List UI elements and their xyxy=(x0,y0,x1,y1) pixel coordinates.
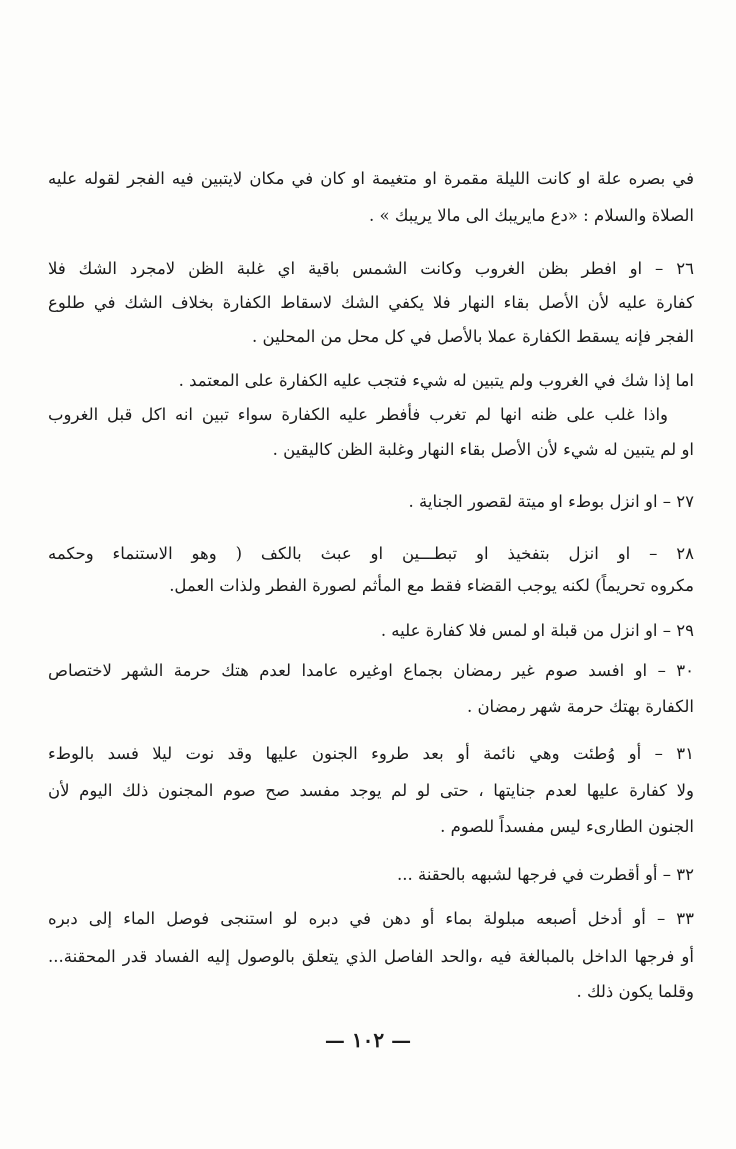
text-line: ٣٠ – او افسد صوم غير رمضان بجماع اوغيره عامدا لعدم هتك حرمة الشهر لاختصاص xyxy=(48,661,694,680)
text-line: اما إذا شك في الغروب ولم يتبين له شيء فتجب عليه الكفارة على المعتمد . xyxy=(178,371,694,390)
text-line: ولا كفارة عليها لعدم جنايتها ، حتى لو لم يوجد مفسد صح صوم المجنون ذلك اليوم لأن xyxy=(48,781,694,800)
text-line: او لم يتبين له شيء لأن الأصل بقاء النهار وغلبة الظن كاليقين . xyxy=(272,440,694,459)
text-line: ٢٩ – او انزل من قبلة او لمس فلا كفارة عليه . xyxy=(380,621,694,640)
text-line: في بصره علة او كانت الليلة مقمرة او متغيمة او كان في مكان لايتبين فيه الفجر لقوله عليه xyxy=(48,169,694,188)
text-line: ٢٦ – او افطر بظن الغروب وكانت الشمس باقية اي غلبة الظن لامجرد الشك فلا xyxy=(48,259,694,278)
text-line: الكفارة بهتك حرمة شهر رمضان . xyxy=(466,697,694,716)
text-line: كفارة عليه لأن الأصل بقاء النهار فلا يكفي الشك لاسقاط الكفارة بخلاف الشك في طلوع xyxy=(48,293,694,312)
text-line: وقلما يكون ذلك . xyxy=(576,982,694,1001)
text-line: واذا غلب على ظنه انها لم تغرب فأفطر عليه الكفارة سواء تبين انه اكل قبل الغروب xyxy=(48,405,668,424)
text-line: ٣٣ – أو أدخل أصبعه مبلولة بماء أو دهن في دبره لو استنجى فوصل الماء إلى دبره xyxy=(48,909,694,928)
text-line: أو فرجها الداخل بالمبالغة فيه ،والحد الفاصل الذي يتعلق بالوصول إليه الفساد قدر المحقنة... xyxy=(48,947,694,966)
page-number: — ١٠٢ — xyxy=(324,1028,412,1052)
text-line: ٢٧ – او انزل بوطء او ميتة لقصور الجناية . xyxy=(408,492,694,511)
text-line: الصلاة والسلام : «دع مايريبك الى مالا يريبك » . xyxy=(368,206,694,225)
text-line: الفجر فإنه يسقط الكفارة عملا بالأصل في كل محل من المحلين . xyxy=(252,327,694,346)
text-line: ٢٨ – او انزل بتفخيذ او تبطـــين او عبث بالكف ( وهو الاستنماء وحكمه xyxy=(48,544,694,563)
text-line: الجنون الطارىء ليس مفسداً للصوم . xyxy=(440,817,694,836)
text-line: مكروه تحريماً) لكنه يوجب القضاء فقط مع المأثم لصورة الفطر ولذات العمل. xyxy=(169,576,694,595)
text-line: ٣٢ – أو أقطرت في فرجها لشبهه بالحقنة ... xyxy=(397,865,694,884)
text-line: ٣١ – أو وُطئت وهي نائمة أو بعد طروء الجنون عليها وقد نوت ليلا فسد بالوطء xyxy=(48,744,694,763)
